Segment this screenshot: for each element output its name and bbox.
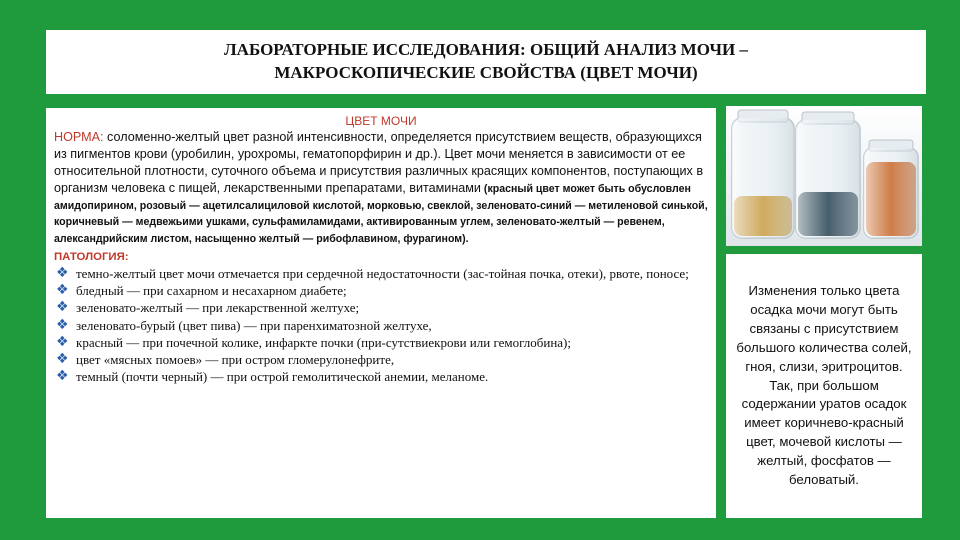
list-item	[54, 317, 708, 334]
urine-jars-photo	[726, 106, 922, 246]
diamond-check-bullet-icon: ❖	[56, 316, 69, 333]
urine-jars-illustration	[726, 106, 922, 246]
diamond-check-bullet-icon: ❖	[56, 333, 69, 350]
list-item	[54, 351, 708, 368]
list-item-text: цвет «мясных помоев» — при остром гломерулонефрите,	[76, 351, 395, 367]
main-text-panel	[46, 108, 716, 518]
norm-vitamins: витаминами	[409, 180, 481, 195]
slide-title	[46, 30, 926, 94]
sediment-note-text: Изменения только цвета осадка мочи могут быть связаны с присутствием большого количества солей, гноя, слизи, эритроцитов. Так, при большом содержании уратов осадок имеет коричнево-красный цвет, мочевой кислоты — желтый, фосфатов — беловатый.	[736, 283, 912, 487]
list-item	[54, 368, 708, 385]
list-item	[54, 299, 708, 316]
list-item-text: зеленовато-желтый — при лекарственной желтухе;	[76, 300, 360, 316]
list-item	[54, 265, 708, 282]
jar-dark	[796, 112, 860, 238]
diamond-check-bullet-icon: ❖	[56, 368, 69, 385]
diamond-check-bullet-icon: ❖	[56, 299, 69, 316]
jar-amber	[732, 110, 794, 238]
list-item-text: темный (почти черный) — при острой гемолитической анемии, меланоме.	[76, 369, 489, 385]
list-item	[54, 282, 708, 299]
diamond-check-bullet-icon: ❖	[56, 265, 69, 282]
norm-label: НОРМА:	[54, 130, 104, 144]
jar-orange	[864, 140, 918, 238]
slide-title-line1: ЛАБОРАТОРНЫЕ ИССЛЕДОВАНИЯ: ОБЩИЙ АНАЛИЗ МОЧИ –	[224, 40, 748, 60]
list-item-text: бледный — при сахарном и несахарном диабете;	[76, 283, 347, 299]
diamond-check-bullet-icon: ❖	[56, 282, 69, 299]
list-item	[54, 334, 708, 351]
slide-title-line2: МАКРОСКОПИЧЕСКИЕ СВОЙСТВА (ЦВЕТ МОЧИ)	[274, 63, 698, 82]
list-item-text: зеленовато-бурый (цвет пива) — при паренхиматозной желтухе,	[76, 317, 432, 333]
norm-text: соломенно-желтый цвет разной интенсивности, определяется присутствием веществ, образующихся из пигментов крови (уробилин, урохромы, гематопорфирин и др.). Цвет мочи меняется в зависимости от ее относительной плотности, суточного объема и присутствия различных красящих компонентов, поступающих в организм человека с пищей, лекарственными препаратами,	[54, 130, 704, 195]
norm-paragraph	[54, 129, 708, 247]
list-item-text: темно-желтый цвет мочи отмечается при сердечной недостаточности (зас-тойная почка, отеки), рвоте, поносе;	[76, 266, 689, 282]
sediment-note	[726, 254, 922, 518]
norm-small-text: (красный цвет может быть обусловлен амидопирином, розовый — ацетилсалициловой кислотой, морковью, свеклой, зеленовато-синий — метиленовой синькой, коричневый — медвежьими ушками, сульфамиламидами, активированным углем, зеленовато-желтый — ревенем, александрийским листом, насыщенно желтый — рибофлавином, фурагином).	[54, 182, 708, 246]
list-item-text: красный — при почечной колике, инфаркте почки (при-сутствиекрови или гемоглобина);	[76, 334, 571, 350]
diamond-check-bullet-icon: ❖	[56, 350, 69, 367]
section-title: ЦВЕТ МОЧИ	[345, 114, 417, 128]
pathology-list	[54, 265, 708, 385]
pathology-title: ПАТОЛОГИЯ:	[54, 251, 129, 264]
